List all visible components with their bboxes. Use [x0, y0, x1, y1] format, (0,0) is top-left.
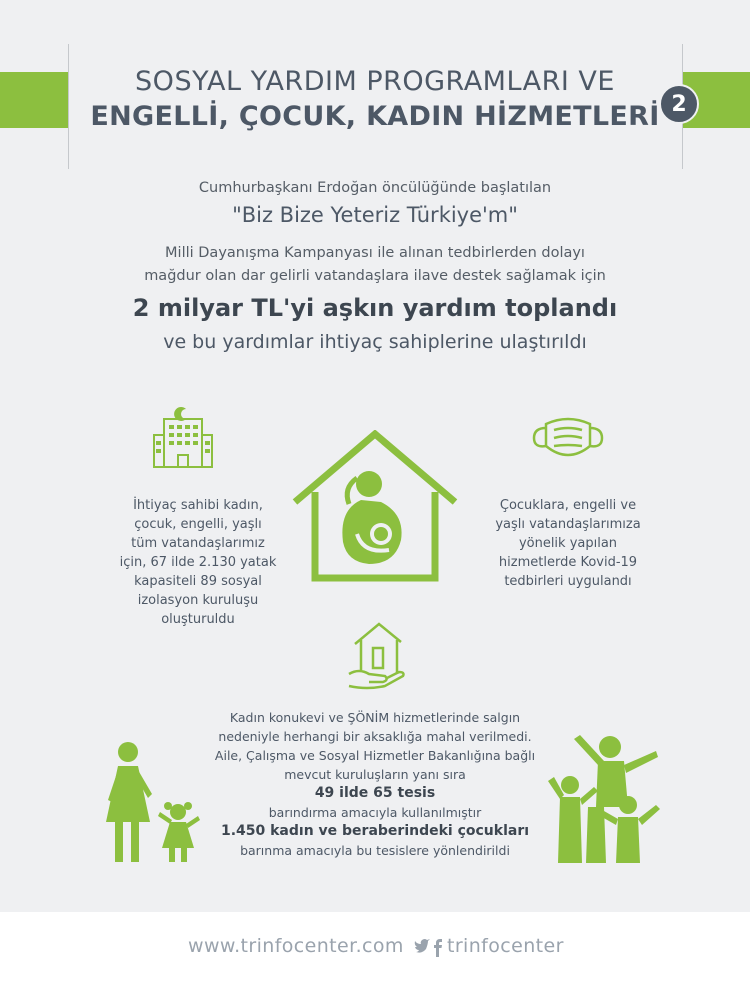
- house-mother-child-icon: [291, 430, 459, 582]
- intro-line-1: Cumhurbaşkanı Erdoğan öncülüğünde başlatılan: [198, 180, 552, 196]
- right-info-line: hizmetlerde Kovid-19: [498, 555, 638, 570]
- right-info-line: yaşlı vatandaşlarımıza: [495, 517, 641, 532]
- page-number-badge: 2: [659, 84, 699, 124]
- title-line-2: ENGELLİ, ÇOCUK, KADIN HİZMETLERİ: [90, 101, 660, 132]
- left-info-text: [108, 496, 288, 629]
- campaign-quote: "Biz Bize Yeteriz Türkiye'm": [232, 203, 518, 227]
- face-mask-icon: [530, 410, 606, 466]
- left-info-line: İhtiyaç sahibi kadın,: [133, 498, 263, 513]
- intro-line-3: mağdur olan dar gelirli vatandaşlara ilave destek sağlamak için: [144, 268, 606, 284]
- shelter-line: barınma amacıyla bu tesislere yönlendirildi: [240, 843, 510, 858]
- shelter-line: mevcut kuruluşların yanı sıra: [284, 767, 466, 782]
- shelter-line: nedeniyle herhangi bir aksaklığa mahal verilmedi.: [218, 729, 532, 744]
- women-count: 1.450 kadın ve beraberindeki çocukları: [220, 823, 530, 839]
- title-line-1: SOSYAL YARDIM PROGRAMLARI VE: [135, 66, 615, 97]
- shelter-line: barındırma amacıyla kullanılmıştır: [268, 805, 482, 820]
- hospital-building-icon: [150, 405, 216, 471]
- twitter-facebook-icon: [414, 938, 444, 958]
- highlight-amount: 2 milyar TL'yi aşkın yardım toplandı: [132, 294, 618, 322]
- footer-website[interactable]: www.trinfocenter.com: [188, 935, 404, 957]
- shelter-info-block: [180, 708, 570, 860]
- left-info-line: için, 67 ilde 2.130 yatak: [119, 555, 277, 570]
- shelter-line: Aile, Çalışma ve Sosyal Hizmetler Bakanlığına bağlı: [214, 748, 536, 763]
- left-info-line: tüm vatandaşlarımız: [131, 536, 265, 551]
- right-info-line: tedbirleri uygulandı: [504, 574, 632, 589]
- mother-daughter-icon: [100, 740, 210, 865]
- left-info-line: kapasiteli 89 sosyal: [134, 574, 262, 589]
- left-info-line: oluşturuldu: [161, 612, 235, 627]
- facility-count: 49 ilde 65 tesis: [314, 785, 436, 801]
- right-info-line: yönelik yapılan: [518, 536, 618, 551]
- left-info-line: izolasyon kuruluşu: [137, 593, 259, 608]
- right-info-text: [478, 496, 658, 591]
- intro-line-4: ve bu yardımlar ihtiyaç sahiplerine ulaştırıldı: [163, 331, 587, 353]
- family-group-icon: [548, 735, 668, 865]
- left-info-line: çocuk, engelli, yaşlı: [134, 517, 262, 532]
- right-info-line: Çocuklara, engelli ve: [499, 498, 637, 513]
- hand-house-icon: [345, 620, 407, 692]
- shelter-line: Kadın konukevi ve ŞÖNİM hizmetlerinde salgın: [229, 710, 521, 725]
- footer-social-handle[interactable]: trinfocenter: [447, 935, 564, 957]
- intro-line-2: Milli Dayanışma Kampanyası ile alınan tedbirlerden dolayı: [165, 245, 585, 261]
